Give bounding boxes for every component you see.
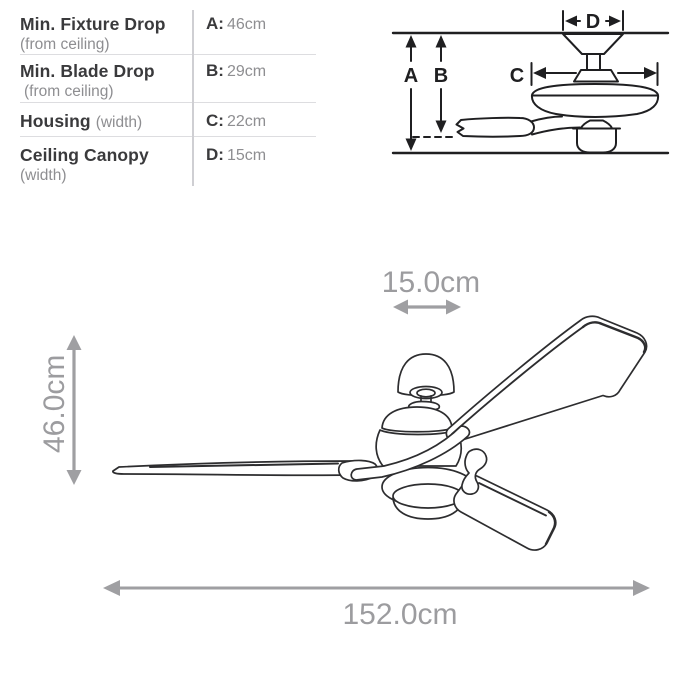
dimension-a-label: A [403,65,419,87]
spec-qualifier: (from ceiling) [20,36,110,53]
blade-sweep-value: 152.0cm [342,598,458,631]
light-kit-glass-rim [393,484,463,508]
light-cup-profile [577,129,616,153]
fixture-drop-value: 46.0cm [38,354,71,453]
row-label [20,103,192,136]
spec-term: Min. Fixture Drop [20,14,166,34]
fan-line-art [113,316,647,550]
fan-perspective-illustration [0,245,700,665]
spec-term: Ceiling Canopy [20,145,149,165]
dimension-d-arrow [563,11,623,33]
mount-cap-profile [574,70,618,82]
row-value [192,103,316,136]
spec-key: A: [206,14,224,33]
table-row-fixture-drop [20,8,316,55]
spec-value: 15cm [226,147,267,164]
row-label [20,8,192,54]
spec-value: 46cm [226,16,267,33]
row-value [192,137,316,190]
dimension-b-label: B [433,65,449,87]
canopy-profile [563,34,623,54]
blade-arm-upper [531,117,562,122]
dimension-a-arrow [404,35,418,151]
table-row-blade-drop [20,55,316,103]
dimension-c-label: C [509,65,525,87]
table-row-housing [20,103,316,137]
canopy-width-dimension [382,266,480,315]
spec-qualifier: (from ceiling) [24,83,114,100]
blade-arm-lower [532,128,580,135]
spec-key: D: [206,145,224,164]
fan-side-profile-diagram [390,0,700,175]
row-label [20,55,192,102]
row-value [192,55,316,102]
canopy-collar-inner [417,389,435,397]
spec-qualifier: (width) [95,114,143,131]
blade-sweep-dimension [103,580,650,631]
motor-bell [382,407,452,432]
table-row-canopy [20,137,316,190]
motor-housing-profile [532,84,658,117]
spec-table [20,8,316,190]
light-stem-profile [581,121,612,129]
table-column-divider [192,10,194,186]
row-value [192,8,316,54]
canopy-width-value: 15.0cm [381,266,481,299]
row-label [20,137,192,190]
spec-key: C: [206,111,224,130]
blade-upper-right [446,316,646,441]
spec-term: Min. Blade Drop [20,61,155,81]
fan-profile-art [457,34,659,153]
spec-key: B: [206,61,224,80]
dimension-b-arrow [434,35,448,133]
blade-profile [457,118,535,137]
dimension-d-label: D [585,11,601,33]
spec-value: 22cm [226,113,267,130]
spec-value: 29cm [226,63,267,80]
spec-term: Housing [20,111,91,131]
fixture-drop-dimension [38,335,82,485]
spec-qualifier: (width) [20,167,67,184]
downrod-profile [587,54,600,70]
